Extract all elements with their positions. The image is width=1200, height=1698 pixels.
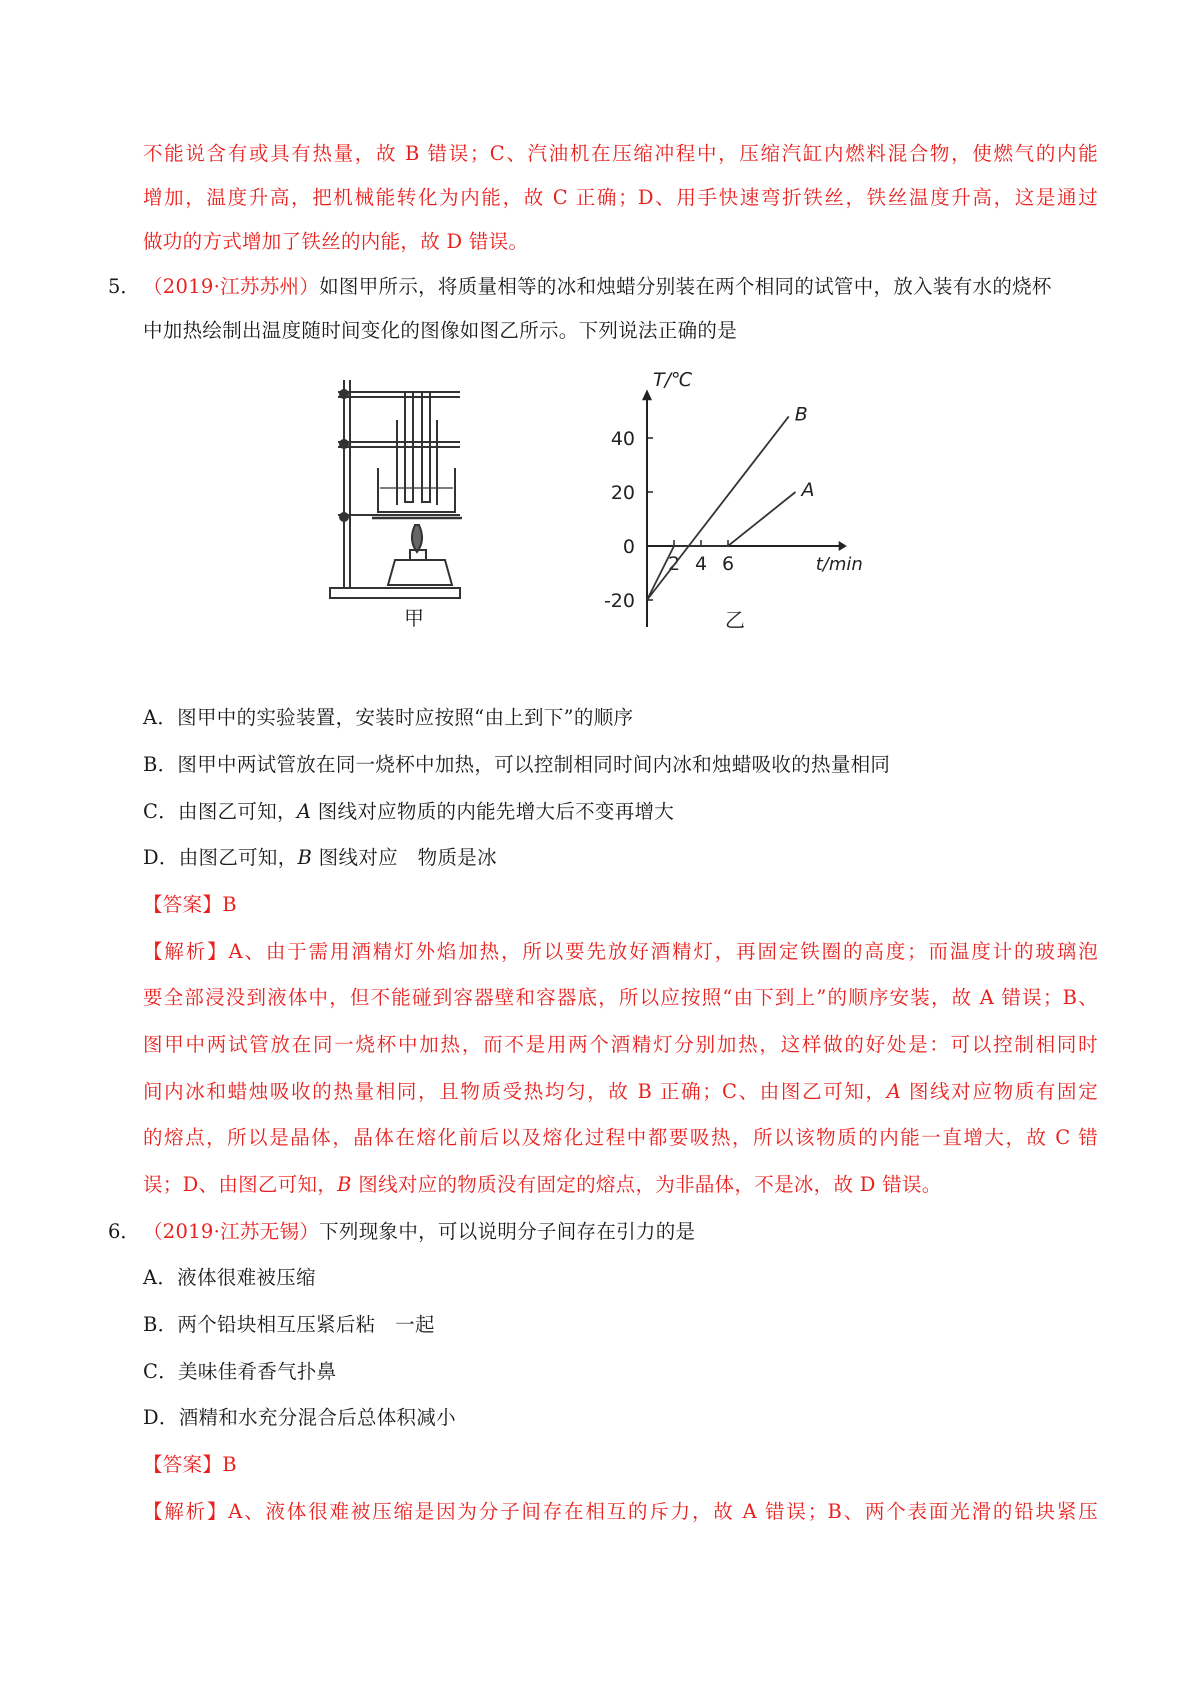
q5-option-c-text: 图线对应物质的内能先增大后不变再增大 xyxy=(311,800,675,823)
question-number-5: 5． xyxy=(108,275,140,298)
clamp-knob-2 xyxy=(340,440,348,448)
figure-caption-right: 乙 xyxy=(725,608,745,632)
q6-option-a: A．液体很难被压缩 xyxy=(143,1266,316,1289)
x-tick-label: 4 xyxy=(694,553,708,575)
series-label-b: B xyxy=(794,403,808,426)
x-tick-label: 6 xyxy=(721,553,735,575)
question-number-6: 6． xyxy=(108,1220,140,1243)
x-axis-label: t/min xyxy=(815,554,863,575)
q5-stem-line-2: 中加热绘制出温度随时间变化的图像如图乙所示。下列说法正确的是 xyxy=(143,319,738,342)
q6-stem-text: 下列现象中，可以说明分子间存在引力的是 xyxy=(319,1220,696,1243)
apparatus-drawing xyxy=(330,380,462,598)
q5-analysis-line-6-b: 图线对应的物质没有固定的熔点，为非晶体，不是冰，故 D 错误。 xyxy=(351,1173,942,1196)
q5-option-d xyxy=(143,843,497,873)
q6-stem xyxy=(143,1217,695,1247)
y-tick-label: 0 xyxy=(622,536,635,558)
q5-analysis-line-6-a: 误；D、由图乙可知， xyxy=(143,1173,338,1196)
q5-option-b: B．图甲中两试管放在同一烧杯中加热，可以控制相同时间内冰和烛蜡吸收的热量相同 xyxy=(143,753,891,776)
q5-option-c-var: A xyxy=(296,800,312,823)
q5-option-c xyxy=(143,797,674,827)
y-axis-arrow xyxy=(642,389,652,400)
q6-source: （2019·江苏无锡） xyxy=(143,1220,320,1243)
q6-option-b: B．两个铅块相互压紧后粘 一起 xyxy=(143,1313,435,1336)
q4-analysis-line-3: 做功的方式增加了铁丝的内能，故 D 错误。 xyxy=(143,230,529,253)
q5-option-d-text: 图线对应 物质是冰 xyxy=(312,846,497,869)
temperature-chart xyxy=(604,369,863,627)
stand-base xyxy=(330,588,460,598)
clamp-knob-1 xyxy=(340,390,348,398)
y-tick-label: 20 xyxy=(610,482,635,504)
q4-analysis-line-2: 增加，温度升高，把机械能转化为内能，故 C 正确；D、用手快速弯折铁丝，铁丝温度升高，这是通过 xyxy=(143,186,1098,209)
q5-analysis-line-3: 图甲中两试管放在同一烧杯中加热，而不是用两个酒精灯分别加热，这样做的好处是：可以控制相同时 xyxy=(143,1033,1098,1056)
q5-analysis-line-4-var: A xyxy=(886,1080,902,1103)
q5-analysis-line-6 xyxy=(143,1170,942,1200)
q6-analysis-line-1: 【解析】A、液体很难被压缩是因为分子间存在相互的斥力，故 A 错误；B、两个表面光滑的铅块紧压 xyxy=(143,1500,1098,1523)
alcohol-lamp xyxy=(388,560,452,585)
beaker xyxy=(378,468,455,512)
q5-option-c-prefix: C．由图乙可知， xyxy=(143,800,297,823)
flame xyxy=(412,525,422,552)
q5-source: （2019·江苏苏州） xyxy=(143,275,320,298)
series-line-b xyxy=(647,416,789,600)
q5-analysis-line-4-b: 图线对应物质有固定 xyxy=(901,1080,1098,1103)
q5-analysis-line-5: 的熔点，所以是晶体，晶体在熔化前后以及熔化过程中都要吸热，所以该物质的内能一直增大，故 C 错 xyxy=(143,1126,1098,1149)
q5-answer: 【答案】B xyxy=(143,893,237,916)
q4-analysis-line-1: 不能说含有或具有热量，故 B 错误；C、汽油机在压缩冲程中，压缩汽缸内燃料混合物，使燃气的内能 xyxy=(143,142,1098,165)
q5-analysis-line-4 xyxy=(143,1077,1098,1107)
q5-stem-text-1: 如图甲所示，将质量相等的冰和烛蜡分别装在两个相同的试管中，放入装有水的烧杯 xyxy=(319,275,1052,298)
y-axis-label: T/℃ xyxy=(653,369,693,391)
figure-caption-left: 甲 xyxy=(404,606,424,630)
x-axis-arrow xyxy=(839,541,847,551)
q5-option-d-prefix: D．由图乙可知， xyxy=(143,846,298,869)
q5-option-d-var: B xyxy=(297,846,313,869)
q5-analysis-line-4-a: 间内冰和蜡烛吸收的热量相同，且物质受热均匀，故 B 正确；C、由图乙可知， xyxy=(143,1080,887,1103)
y-tick-label: -20 xyxy=(603,590,635,612)
q5-analysis-line-2: 要全部浸没到液体中，但不能碰到容器壁和容器底，所以应按照“由下到上”的顺序安装，故 A 错误；B、 xyxy=(143,986,1098,1009)
q6-option-c: C．美味佳肴香气扑鼻 xyxy=(143,1360,337,1383)
q5-analysis-line-1: 【解析】A、由于需用酒精灯外焰加热，所以要先放好酒精灯，再固定铁圈的高度；而温度计的玻璃泡 xyxy=(143,940,1098,963)
q6-answer: 【答案】B xyxy=(143,1453,237,1476)
clamp-knob-3 xyxy=(340,513,348,521)
q6-option-d: D．酒精和水充分混合后总体积减小 xyxy=(143,1406,456,1429)
series-label-a: A xyxy=(801,479,815,501)
x-tick-label: 2 xyxy=(667,553,681,575)
y-tick-label: 40 xyxy=(610,428,635,450)
q5-analysis-line-6-var: B xyxy=(337,1173,352,1196)
q5-option-a: A．图甲中的实验装置，安装时应按照“由上到下”的顺序 xyxy=(143,706,634,729)
